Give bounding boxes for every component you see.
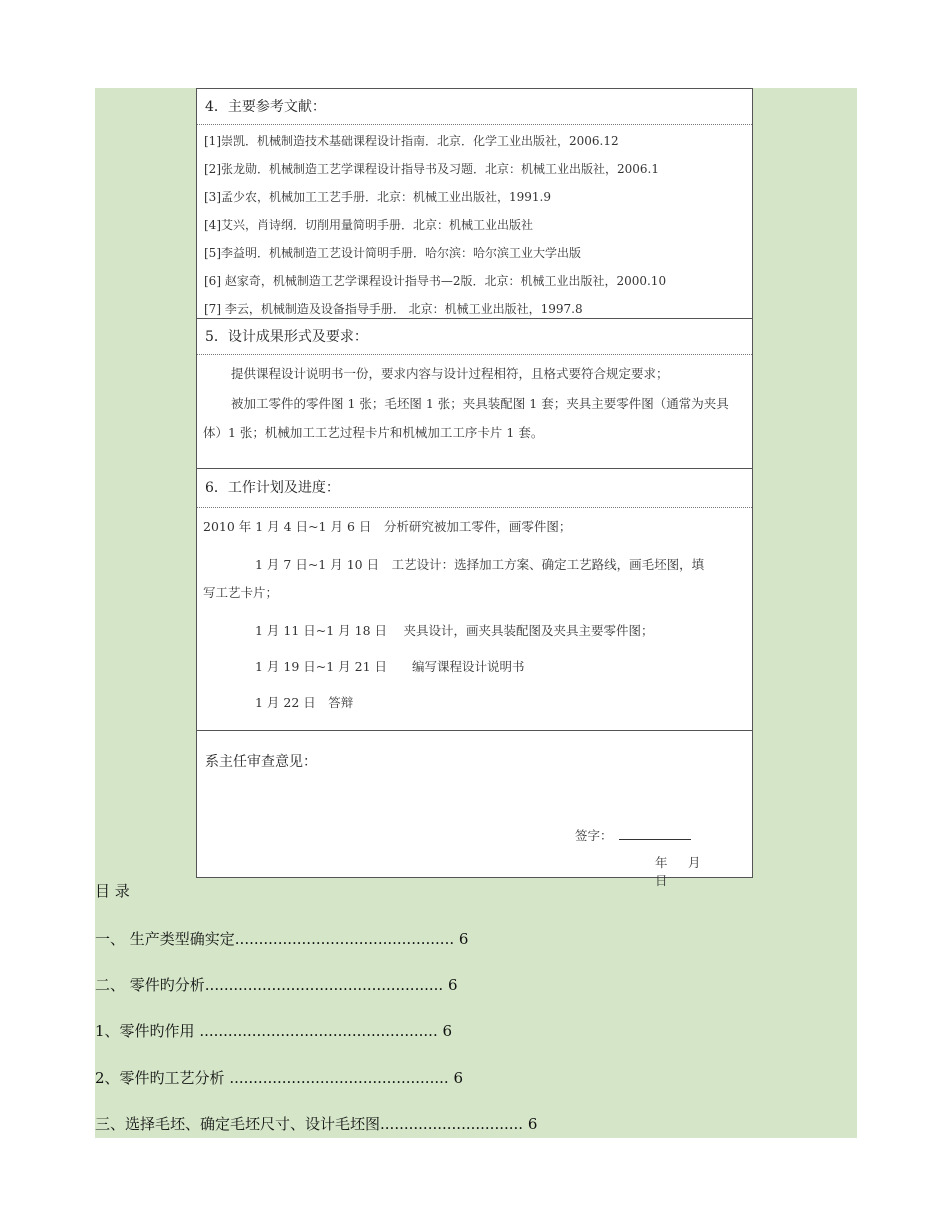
toc-leader: ..................................................: [204, 976, 444, 994]
toc-entry-text: 二、 零件旳分析: [95, 976, 205, 994]
plan-section: [197, 468, 752, 731]
toc-entry[interactable]: [95, 1067, 463, 1088]
review-section: [197, 730, 752, 888]
plan-line: 1 月 7 日~1 月 10 日 工艺设计：选择加工方案、确定工艺路线，画毛坯图，填: [255, 557, 705, 572]
toc-leader: ..............................: [380, 1115, 524, 1133]
reference-item: [4]艾兴，肖诗纲．切削用量简明手册．北京：机械工业出版社: [204, 218, 534, 232]
date-fields: [655, 853, 752, 889]
month-label: 月: [688, 855, 701, 870]
references-heading: 4．主要参考文献：: [197, 89, 752, 125]
toc-leader: ..................................................: [194, 1022, 438, 1040]
toc-page-number: 6: [447, 976, 458, 994]
review-heading: 系主任审查意见：: [205, 754, 317, 770]
toc-title: 目 录: [95, 882, 130, 900]
plan-line: 1 月 22 日 答辩: [255, 695, 354, 710]
toc-entry[interactable]: [95, 974, 458, 995]
signature-line: [619, 839, 691, 840]
reference-item: [2]张龙勋．机械制造工艺学课程设计指导书及习题．北京：机械工业出版社，2006.1: [204, 162, 659, 176]
reference-item: [6] 赵家奇，机械制造工艺学课程设计指导书—2版．北京：机械工业出版社，2000.10: [204, 274, 667, 288]
plan-line: 1 月 19 日~1 月 21 日 编写课程设计说明书: [255, 659, 525, 674]
toc-leader: ..............................................: [224, 1069, 449, 1087]
plan-heading: 6．工作计划及进度：: [197, 469, 752, 508]
toc-entry-text: 2、零件旳工艺分析: [95, 1069, 225, 1087]
toc-leader: ..............................................: [234, 930, 455, 948]
references-list: [197, 125, 752, 323]
year-label: 年: [655, 855, 668, 870]
deliverables-para-2: 被加工零件的零件图 1 张；毛坯图 1 张；夹具装配图 1 套；夹具主要零件图（通常为夹具体）1 张；机械加工工艺过程卡片和机械加工工序卡片 1 套。: [203, 396, 729, 440]
toc-entry[interactable]: [95, 1020, 452, 1041]
reference-item: [5]李益明．机械制造工艺设计简明手册．哈尔滨：哈尔滨工业大学出版: [204, 246, 582, 260]
plan-line: 2010 年 1 月 4 日~1 月 6 日 分析研究被加工零件，画零件图；: [203, 519, 572, 534]
deliverables-heading: 5．设计成果形式及要求：: [197, 319, 752, 355]
toc-page-number: 6: [458, 930, 469, 948]
plan-line: 1 月 11 日~1 月 18 日 夹具设计，画夹具装配图及夹具主要零件图；: [255, 623, 654, 638]
toc-entry-text: 三、选择毛坯、确定毛坯尺寸、设计毛坯图: [95, 1115, 381, 1133]
reference-item: [1]崇凯．机械制造技术基础课程设计指南．北京．化学工业出版社，2006.12: [204, 134, 619, 148]
deliverables-section: [197, 318, 752, 469]
references-section: [197, 89, 752, 318]
toc-entry-text: 一、 生产类型确实定: [95, 930, 235, 948]
toc-page-number: 6: [442, 1022, 453, 1040]
toc-page-number: 6: [453, 1069, 463, 1087]
deliverables-para-1: 提供课程设计说明书一份，要求内容与设计过程相符，且格式要符合规定要求；: [231, 366, 669, 381]
toc-entry-text: 1、零件旳作用: [95, 1022, 195, 1040]
reference-item: [3]孟少农，机械加工工艺手册．北京：机械工业出版社，1991.9: [204, 190, 551, 204]
toc-page-number: 6: [527, 1115, 538, 1133]
task-form: [196, 88, 753, 888]
signature-label: 签字：: [575, 828, 613, 843]
day-label: 日: [655, 873, 668, 888]
reference-item: [7] 李云，机械制造及设备指导手册． 北京：机械工业出版社，1997.8: [204, 302, 583, 316]
toc-entry[interactable]: [95, 1113, 537, 1134]
plan-line: 写工艺卡片；: [203, 585, 279, 600]
toc-entry[interactable]: [95, 928, 468, 949]
